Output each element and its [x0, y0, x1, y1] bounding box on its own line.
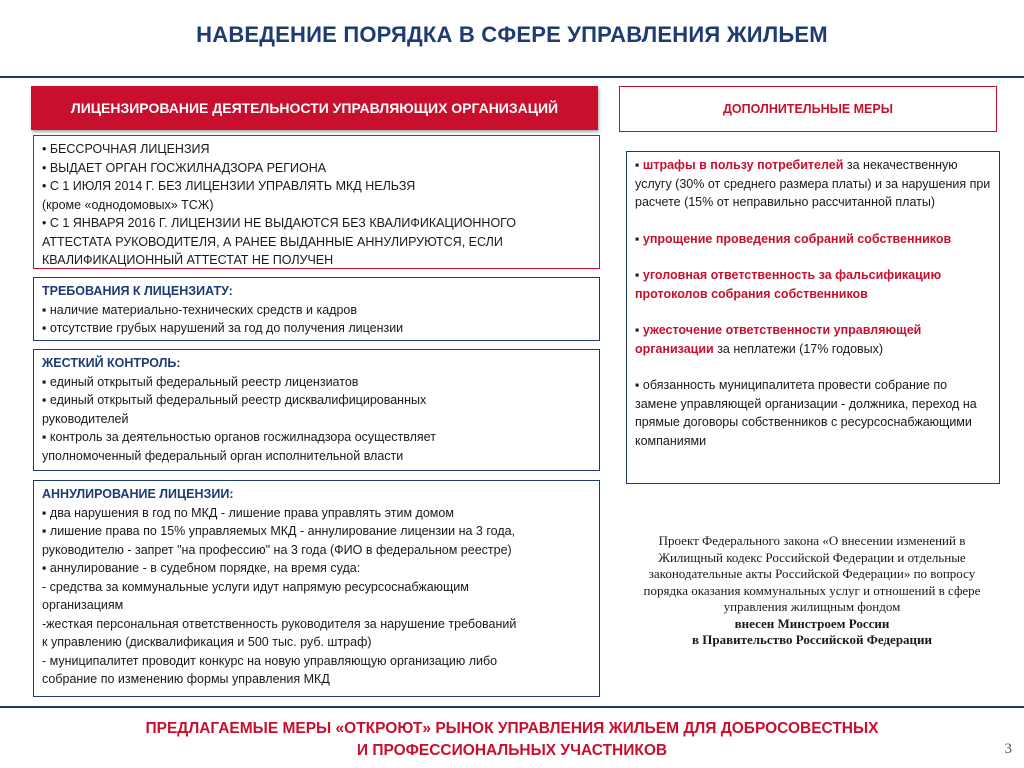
control-item: ▪ единый открытый федеральный реестр лицензиатов [42, 374, 359, 389]
measure-text: за неплатежи (17% годовых) [713, 341, 884, 356]
top-divider [0, 76, 1024, 78]
measure-highlight: уголовная ответственность за фальсификацию протоколов собрания собственников [635, 268, 942, 301]
measure-bullet: ▪ [635, 158, 643, 172]
law-submitted-by: внесен Минстроем России [734, 615, 890, 631]
bottom-divider [0, 706, 1024, 708]
law-project-note [630, 533, 994, 649]
control-item: ▪ единый открытый федеральный реестр дисквалифицированных [42, 393, 427, 407]
annulment-item: -жесткая персональная ответственность руководителя за нарушение требований [42, 616, 517, 631]
requirements-item: ▪ наличие материально-технических средств и кадров [42, 302, 358, 317]
licensing-item: • БЕССРОЧНАЯ ЛИЦЕНЗИЯ [42, 142, 210, 156]
footer-conclusion [0, 718, 1024, 762]
measure-highlight: ужесточение ответственности управляющей организации [635, 323, 922, 356]
annulment-box [33, 480, 600, 697]
annulment-item: ▪ лишение права по 15% управляемых МКД - аннулирование лицензии на 3 года, [42, 524, 516, 538]
page-number: 3 [1004, 741, 1012, 757]
extra-measures-box [626, 151, 1000, 484]
annulment-item: - муниципалитет проводит конкурс на новую управляющую организацию либо [42, 653, 498, 668]
annulment-title: АННУЛИРОВАНИЕ ЛИЦЕНЗИИ: [42, 487, 234, 501]
measure-bullet: ▪ [635, 323, 643, 337]
measure-highlight: штрафы в пользу потребителей [642, 158, 844, 172]
control-item: уполномоченный федеральный орган исполнительной власти [42, 448, 404, 463]
measure-municipality: ▪ обязанность муниципалитета провести собрание по замене управляющей организации - должника, переход на прямые договоры собственников с ресурсоснабжающими компаниями [635, 378, 977, 448]
measure-text: за некачественную услугу (30% от среднего размера платы) и за нарушения при расчете (15% от неправильно рассчитанной платы) [635, 158, 991, 209]
annulment-item: ▪ два нарушения в год по МКД - лишение права управлять этим домом [42, 505, 454, 520]
measure-fines [635, 156, 991, 212]
licensing-item: (кроме «однодомовых» ТСЖ) [42, 197, 214, 212]
measure-bullet: ▪ [635, 231, 643, 246]
measure-responsibility [635, 321, 991, 358]
footer-line: И ПРОФЕССИОНАЛЬНЫХ УЧАСТНИКОВ [356, 742, 668, 759]
requirements-box [33, 277, 600, 341]
annulment-item: к управлению (дисквалификация и 500 тыс. руб. штраф) [42, 635, 372, 649]
annulment-item: собрание по изменению формы управления МКД [42, 672, 330, 686]
measure-meetings [635, 230, 991, 249]
licensing-header: ЛИЦЕНЗИРОВАНИЕ ДЕЯТЕЛЬНОСТИ УПРАВЛЯЮЩИХ ОРГАНИЗАЦИЙ [31, 86, 598, 130]
annulment-item: организациям [42, 598, 124, 612]
annulment-item: - средства за коммунальные услуги идут напрямую ресурсоснабжающим [42, 579, 469, 594]
licensing-box [33, 135, 600, 269]
control-box [33, 349, 600, 471]
licensing-item: • С 1 ИЮЛЯ 2014 Г. БЕЗ ЛИЦЕНЗИИ УПРАВЛЯТЬ МКД НЕЛЬЗЯ [42, 179, 416, 193]
extra-measures-header: ДОПОЛНИТЕЛЬНЫЕ МЕРЫ [619, 86, 997, 132]
licensing-item: • ВЫДАЕТ ОРГАН ГОСЖИЛНАДЗОРА РЕГИОНА [42, 160, 327, 175]
control-item: руководителей [42, 411, 129, 426]
control-item: ▪ контроль за деятельностью органов госжилнадзора осуществляет [42, 430, 436, 444]
footer-line: ПРЕДЛАГАЕМЫЕ МЕРЫ «ОТКРОЮТ» РЫНОК УПРАВЛЕНИЯ ЖИЛЬЕМ ДЛЯ ДОБРОСОВЕСТНЫХ [145, 720, 879, 737]
annulment-item: руководителю - запрет "на профессию" на 3 года (ФИО в федеральном реестре) [42, 542, 512, 557]
law-submitted-to: в Правительство Российской Федерации [691, 632, 933, 647]
page-title: НАВЕДЕНИЕ ПОРЯДКА В СФЕРЕ УПРАВЛЕНИЯ ЖИЛЬЕМ [196, 22, 828, 47]
measure-criminal-liability [635, 266, 991, 303]
requirements-item: ▪ отсутствие грубых нарушений за год до получения лицензии [42, 321, 404, 335]
annulment-item: ▪ аннулирование - в судебном порядке, на время суда: [42, 561, 361, 575]
licensing-item: • С 1 ЯНВАРЯ 2016 Г. ЛИЦЕНЗИИ НЕ ВЫДАЮТСЯ БЕЗ КВАЛИФИКАЦИОННОГО [42, 216, 516, 230]
licensing-item: КВАЛИФИКАЦИОННЫЙ АТТЕСТАТ НЕ ПОЛУЧЕН [42, 253, 334, 267]
requirements-title: ТРЕБОВАНИЯ К ЛИЦЕНЗИАТУ: [42, 284, 233, 298]
control-title: ЖЕСТКИЙ КОНТРОЛЬ: [42, 356, 181, 370]
law-project-text: Проект Федерального закона «О внесении изменений в Жилищный кодекс Российской Федерации и отдельные законодательные акты Российской Федерации» по вопросу порядка оказания коммунальных услуг и отношений в сфере управления жилищным фондом [643, 533, 981, 614]
measure-highlight: упрощение проведения собраний собственников [642, 231, 952, 246]
licensing-item: АТТЕСТАТА РУКОВОДИТЕЛЯ, А РАНЕЕ ВЫДАННЫЕ АННУЛИРУЮТСЯ, ЕСЛИ [42, 234, 503, 249]
measure-bullet: ▪ [635, 268, 643, 282]
